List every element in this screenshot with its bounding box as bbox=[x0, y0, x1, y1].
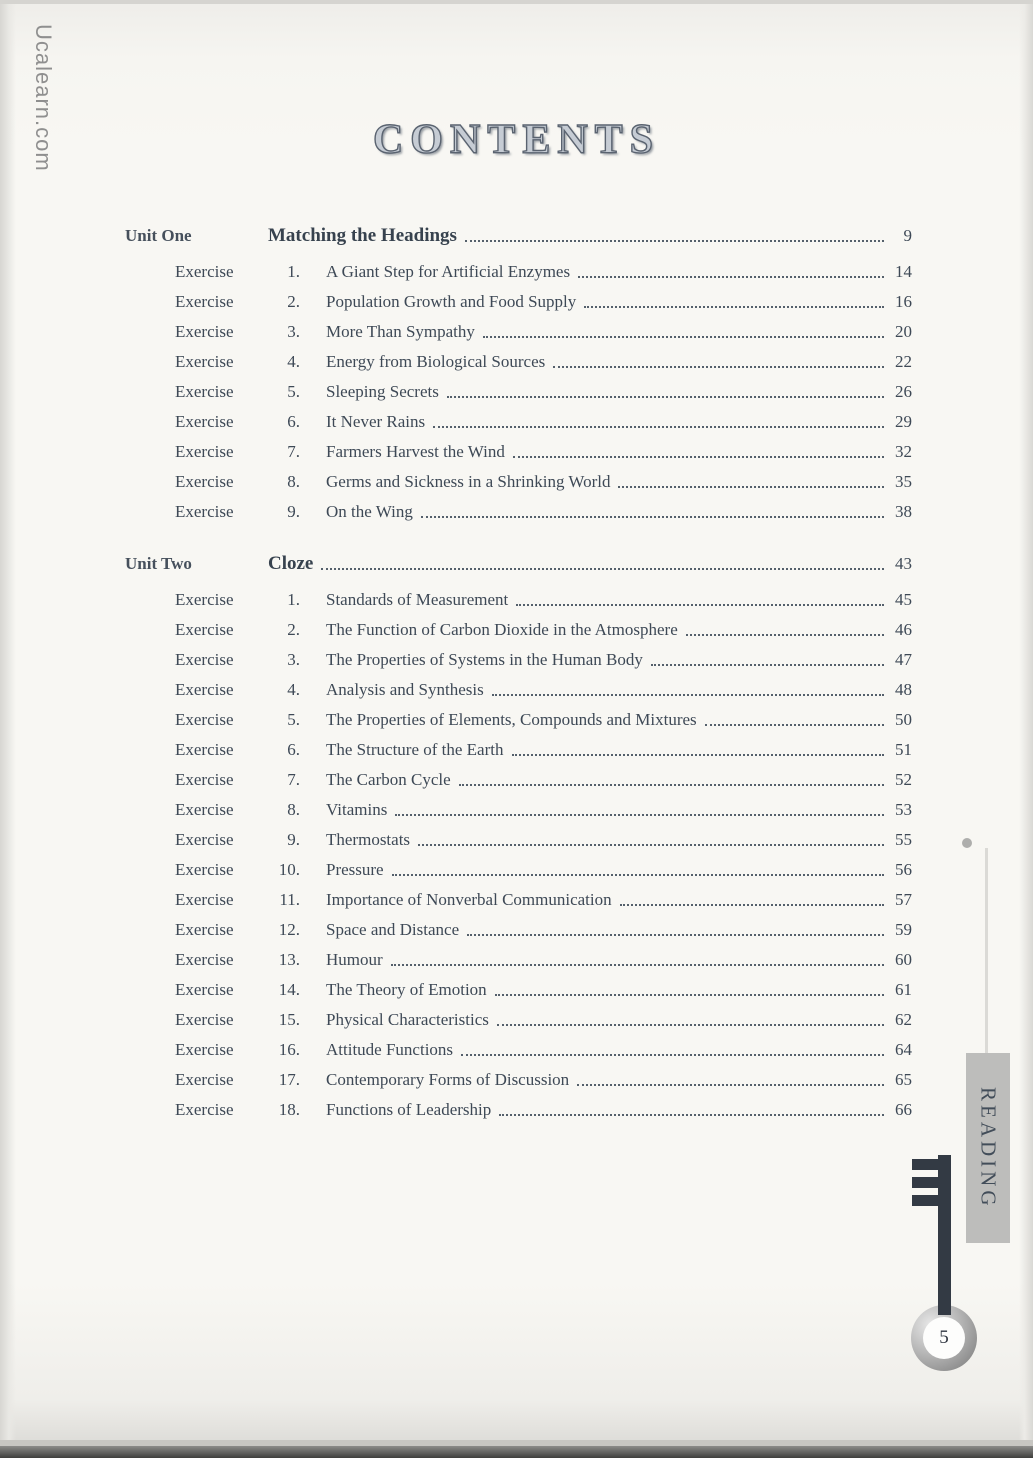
exercise-title: The Properties of Elements, Compounds and Mixtures bbox=[326, 710, 697, 729]
exercise-title: Importance of Nonverbal Communication bbox=[326, 890, 612, 909]
exercise-row bbox=[125, 975, 912, 1005]
exercise-number: 3. bbox=[287, 650, 300, 669]
exercise-row bbox=[125, 407, 912, 437]
exercise-page-ref: 53 bbox=[895, 800, 912, 819]
exercise-title: The Properties of Systems in the Human Body bbox=[326, 650, 643, 669]
exercise-title: Standards of Measurement bbox=[326, 590, 509, 609]
exercise-row bbox=[125, 437, 912, 467]
exercise-label: Exercise bbox=[175, 502, 234, 521]
exercise-page-ref: 26 bbox=[895, 382, 912, 401]
unit-label: Unit Two bbox=[125, 554, 192, 573]
exercise-page-ref: 32 bbox=[895, 442, 912, 461]
exercise-label: Exercise bbox=[175, 620, 234, 639]
exercise-number: 16. bbox=[278, 1040, 300, 1059]
exercise-title: Thermostats bbox=[326, 830, 411, 849]
exercise-row bbox=[125, 585, 912, 615]
exercise-row bbox=[125, 945, 912, 975]
exercise-label: Exercise bbox=[175, 650, 234, 669]
exercise-row bbox=[125, 1035, 912, 1065]
exercise-label: Exercise bbox=[175, 262, 234, 281]
exercise-page-ref: 35 bbox=[895, 472, 912, 491]
exercise-number: 7. bbox=[287, 442, 300, 461]
exercise-page-ref: 51 bbox=[895, 740, 912, 759]
exercise-row bbox=[125, 765, 912, 795]
dot-leader bbox=[578, 276, 884, 278]
side-line-ornament bbox=[985, 848, 988, 1055]
reading-sidebar-label: READING bbox=[976, 1086, 1001, 1210]
exercise-row bbox=[125, 1095, 912, 1125]
exercise-title: Energy from Biological Sources bbox=[326, 352, 546, 371]
exercise-row bbox=[125, 825, 912, 855]
exercise-number: 5. bbox=[287, 710, 300, 729]
exercise-title: Physical Characteristics bbox=[326, 1010, 489, 1029]
dot-leader bbox=[651, 664, 884, 666]
exercise-number: 15. bbox=[278, 1010, 300, 1029]
exercise-label: Exercise bbox=[175, 292, 234, 311]
dot-leader bbox=[391, 964, 884, 966]
exercise-page-ref: 57 bbox=[895, 890, 912, 909]
dot-leader bbox=[499, 1114, 884, 1116]
exercise-row bbox=[125, 855, 912, 885]
exercise-label: Exercise bbox=[175, 1100, 234, 1119]
exercise-number: 1. bbox=[287, 262, 300, 281]
unit-header-row bbox=[125, 549, 912, 579]
exercise-row bbox=[125, 675, 912, 705]
exercise-number: 9. bbox=[287, 502, 300, 521]
exercise-label: Exercise bbox=[175, 950, 234, 969]
exercise-label: Exercise bbox=[175, 980, 234, 999]
scan-edge-bottom bbox=[0, 1446, 1033, 1458]
exercise-label: Exercise bbox=[175, 710, 234, 729]
exercise-number: 12. bbox=[278, 920, 300, 939]
exercise-label: Exercise bbox=[175, 770, 234, 789]
exercise-number: 6. bbox=[287, 412, 300, 431]
exercise-title: More Than Sympathy bbox=[326, 322, 475, 341]
exercise-number: 3. bbox=[287, 322, 300, 341]
exercise-label: Exercise bbox=[175, 352, 234, 371]
exercise-number: 17. bbox=[278, 1070, 300, 1089]
exercise-title: Farmers Harvest the Wind bbox=[326, 442, 505, 461]
exercise-label: Exercise bbox=[175, 1070, 234, 1089]
dot-leader bbox=[321, 568, 884, 570]
exercise-label: Exercise bbox=[175, 472, 234, 491]
exercise-page-ref: 66 bbox=[895, 1100, 912, 1119]
exercise-label: Exercise bbox=[175, 860, 234, 879]
unit-label: Unit One bbox=[125, 226, 192, 245]
dot-leader bbox=[497, 1024, 884, 1026]
dot-leader bbox=[421, 516, 884, 518]
exercise-page-ref: 38 bbox=[895, 502, 912, 521]
exercise-title: Contemporary Forms of Discussion bbox=[326, 1070, 570, 1089]
exercise-label: Exercise bbox=[175, 890, 234, 909]
exercise-row bbox=[125, 885, 912, 915]
dot-leader bbox=[512, 754, 885, 756]
exercise-number: 9. bbox=[287, 830, 300, 849]
exercise-label: Exercise bbox=[175, 680, 234, 699]
exercise-label: Exercise bbox=[175, 740, 234, 759]
exercise-page-ref: 55 bbox=[895, 830, 912, 849]
exercise-page-ref: 29 bbox=[895, 412, 912, 431]
exercise-page-ref: 65 bbox=[895, 1070, 912, 1089]
table-of-contents bbox=[125, 221, 912, 1125]
exercise-label: Exercise bbox=[175, 442, 234, 461]
exercise-title: Attitude Functions bbox=[326, 1040, 454, 1059]
key-shaft bbox=[938, 1155, 951, 1315]
dot-leader bbox=[492, 694, 884, 696]
exercise-row bbox=[125, 287, 912, 317]
dot-leader bbox=[620, 904, 884, 906]
exercise-title: Pressure bbox=[326, 860, 384, 879]
exercise-page-ref: 56 bbox=[895, 860, 912, 879]
exercise-title: The Function of Carbon Dioxide in the Atmosphere bbox=[326, 620, 678, 639]
exercise-title: On the Wing bbox=[326, 502, 413, 521]
exercise-title: Sleeping Secrets bbox=[326, 382, 439, 401]
exercise-number: 14. bbox=[278, 980, 300, 999]
exercise-number: 4. bbox=[287, 352, 300, 371]
exercise-title: The Structure of the Earth bbox=[326, 740, 504, 759]
exercise-label: Exercise bbox=[175, 800, 234, 819]
exercise-page-ref: 45 bbox=[895, 590, 912, 609]
exercise-number: 5. bbox=[287, 382, 300, 401]
exercise-row bbox=[125, 347, 912, 377]
unit-page-ref: 43 bbox=[895, 554, 912, 573]
exercise-label: Exercise bbox=[175, 382, 234, 401]
exercise-title: Germs and Sickness in a Shrinking World bbox=[326, 472, 611, 491]
exercise-title: The Theory of Emotion bbox=[326, 980, 487, 999]
exercise-title: It Never Rains bbox=[326, 412, 426, 431]
scan-edge-left bbox=[0, 0, 16, 1458]
key-icon bbox=[910, 1155, 980, 1380]
dot-leader bbox=[495, 994, 884, 996]
exercise-title: Functions of Leadership bbox=[326, 1100, 492, 1119]
dot-leader bbox=[433, 426, 884, 428]
exercise-row bbox=[125, 915, 912, 945]
exercise-label: Exercise bbox=[175, 1010, 234, 1029]
exercise-title: Analysis and Synthesis bbox=[326, 680, 484, 699]
unit-page-ref: 9 bbox=[903, 226, 912, 245]
exercise-title: A Giant Step for Artificial Enzymes bbox=[326, 262, 571, 281]
exercise-page-ref: 62 bbox=[895, 1010, 912, 1029]
dot-leader bbox=[705, 724, 884, 726]
dot-leader bbox=[483, 336, 884, 338]
exercise-row bbox=[125, 1005, 912, 1035]
exercise-row bbox=[125, 257, 912, 287]
dot-leader bbox=[553, 366, 884, 368]
dot-leader bbox=[459, 784, 884, 786]
exercise-number: 8. bbox=[287, 472, 300, 491]
exercise-page-ref: 52 bbox=[895, 770, 912, 789]
exercise-row bbox=[125, 795, 912, 825]
exercise-page-ref: 59 bbox=[895, 920, 912, 939]
exercise-number: 13. bbox=[278, 950, 300, 969]
dot-leader bbox=[516, 604, 884, 606]
exercise-number: 8. bbox=[287, 800, 300, 819]
exercise-number: 18. bbox=[278, 1100, 300, 1119]
exercise-number: 2. bbox=[287, 292, 300, 311]
page-number: 5 bbox=[939, 1327, 949, 1348]
exercise-title: The Carbon Cycle bbox=[326, 770, 451, 789]
page-number-badge bbox=[923, 1317, 965, 1359]
side-dot-ornament bbox=[962, 838, 972, 848]
dot-leader bbox=[465, 240, 884, 242]
exercise-number: 6. bbox=[287, 740, 300, 759]
exercise-number: 10. bbox=[278, 860, 300, 879]
unit-header-row bbox=[125, 221, 912, 251]
exercise-row bbox=[125, 735, 912, 765]
exercise-row bbox=[125, 317, 912, 347]
exercise-page-ref: 20 bbox=[895, 322, 912, 341]
exercise-page-ref: 14 bbox=[895, 262, 912, 281]
dot-leader bbox=[584, 306, 884, 308]
exercise-number: 7. bbox=[287, 770, 300, 789]
exercise-label: Exercise bbox=[175, 590, 234, 609]
dot-leader bbox=[686, 634, 884, 636]
dot-leader bbox=[577, 1084, 884, 1086]
exercise-page-ref: 50 bbox=[895, 710, 912, 729]
exercise-row bbox=[125, 645, 912, 675]
exercise-label: Exercise bbox=[175, 412, 234, 431]
scan-edge-top bbox=[0, 0, 1033, 4]
exercise-row bbox=[125, 705, 912, 735]
page-title: CONTENTS bbox=[372, 117, 661, 163]
unit-title: Matching the Headings bbox=[268, 225, 457, 246]
exercise-row bbox=[125, 467, 912, 497]
exercise-number: 4. bbox=[287, 680, 300, 699]
dot-leader bbox=[392, 874, 884, 876]
exercise-row bbox=[125, 1065, 912, 1095]
exercise-number: 2. bbox=[287, 620, 300, 639]
exercise-page-ref: 64 bbox=[895, 1040, 912, 1059]
exercise-label: Exercise bbox=[175, 1040, 234, 1059]
exercise-label: Exercise bbox=[175, 322, 234, 341]
exercise-row bbox=[125, 615, 912, 645]
unit-title: Cloze bbox=[268, 553, 314, 574]
dot-leader bbox=[447, 396, 884, 398]
watermark: Ucalearn.com bbox=[31, 24, 56, 172]
exercise-title: Humour bbox=[326, 950, 383, 969]
exercise-title: Population Growth and Food Supply bbox=[326, 292, 577, 311]
dot-leader bbox=[467, 934, 884, 936]
exercise-title: Vitamins bbox=[326, 800, 388, 819]
exercise-page-ref: 60 bbox=[895, 950, 912, 969]
exercise-page-ref: 22 bbox=[895, 352, 912, 371]
exercise-page-ref: 47 bbox=[895, 650, 912, 669]
dot-leader bbox=[618, 486, 884, 488]
exercise-page-ref: 46 bbox=[895, 620, 912, 639]
exercise-title: Space and Distance bbox=[326, 920, 460, 939]
exercise-number: 1. bbox=[287, 590, 300, 609]
exercise-label: Exercise bbox=[175, 830, 234, 849]
dot-leader bbox=[461, 1054, 884, 1056]
exercise-row bbox=[125, 497, 912, 527]
exercise-page-ref: 48 bbox=[895, 680, 912, 699]
exercise-row bbox=[125, 377, 912, 407]
dot-leader bbox=[418, 844, 884, 846]
exercise-page-ref: 16 bbox=[895, 292, 912, 311]
dot-leader bbox=[395, 814, 884, 816]
dot-leader bbox=[513, 456, 884, 458]
exercise-label: Exercise bbox=[175, 920, 234, 939]
exercise-page-ref: 61 bbox=[895, 980, 912, 999]
scan-edge-right bbox=[1019, 0, 1033, 1458]
exercise-number: 11. bbox=[279, 890, 300, 909]
